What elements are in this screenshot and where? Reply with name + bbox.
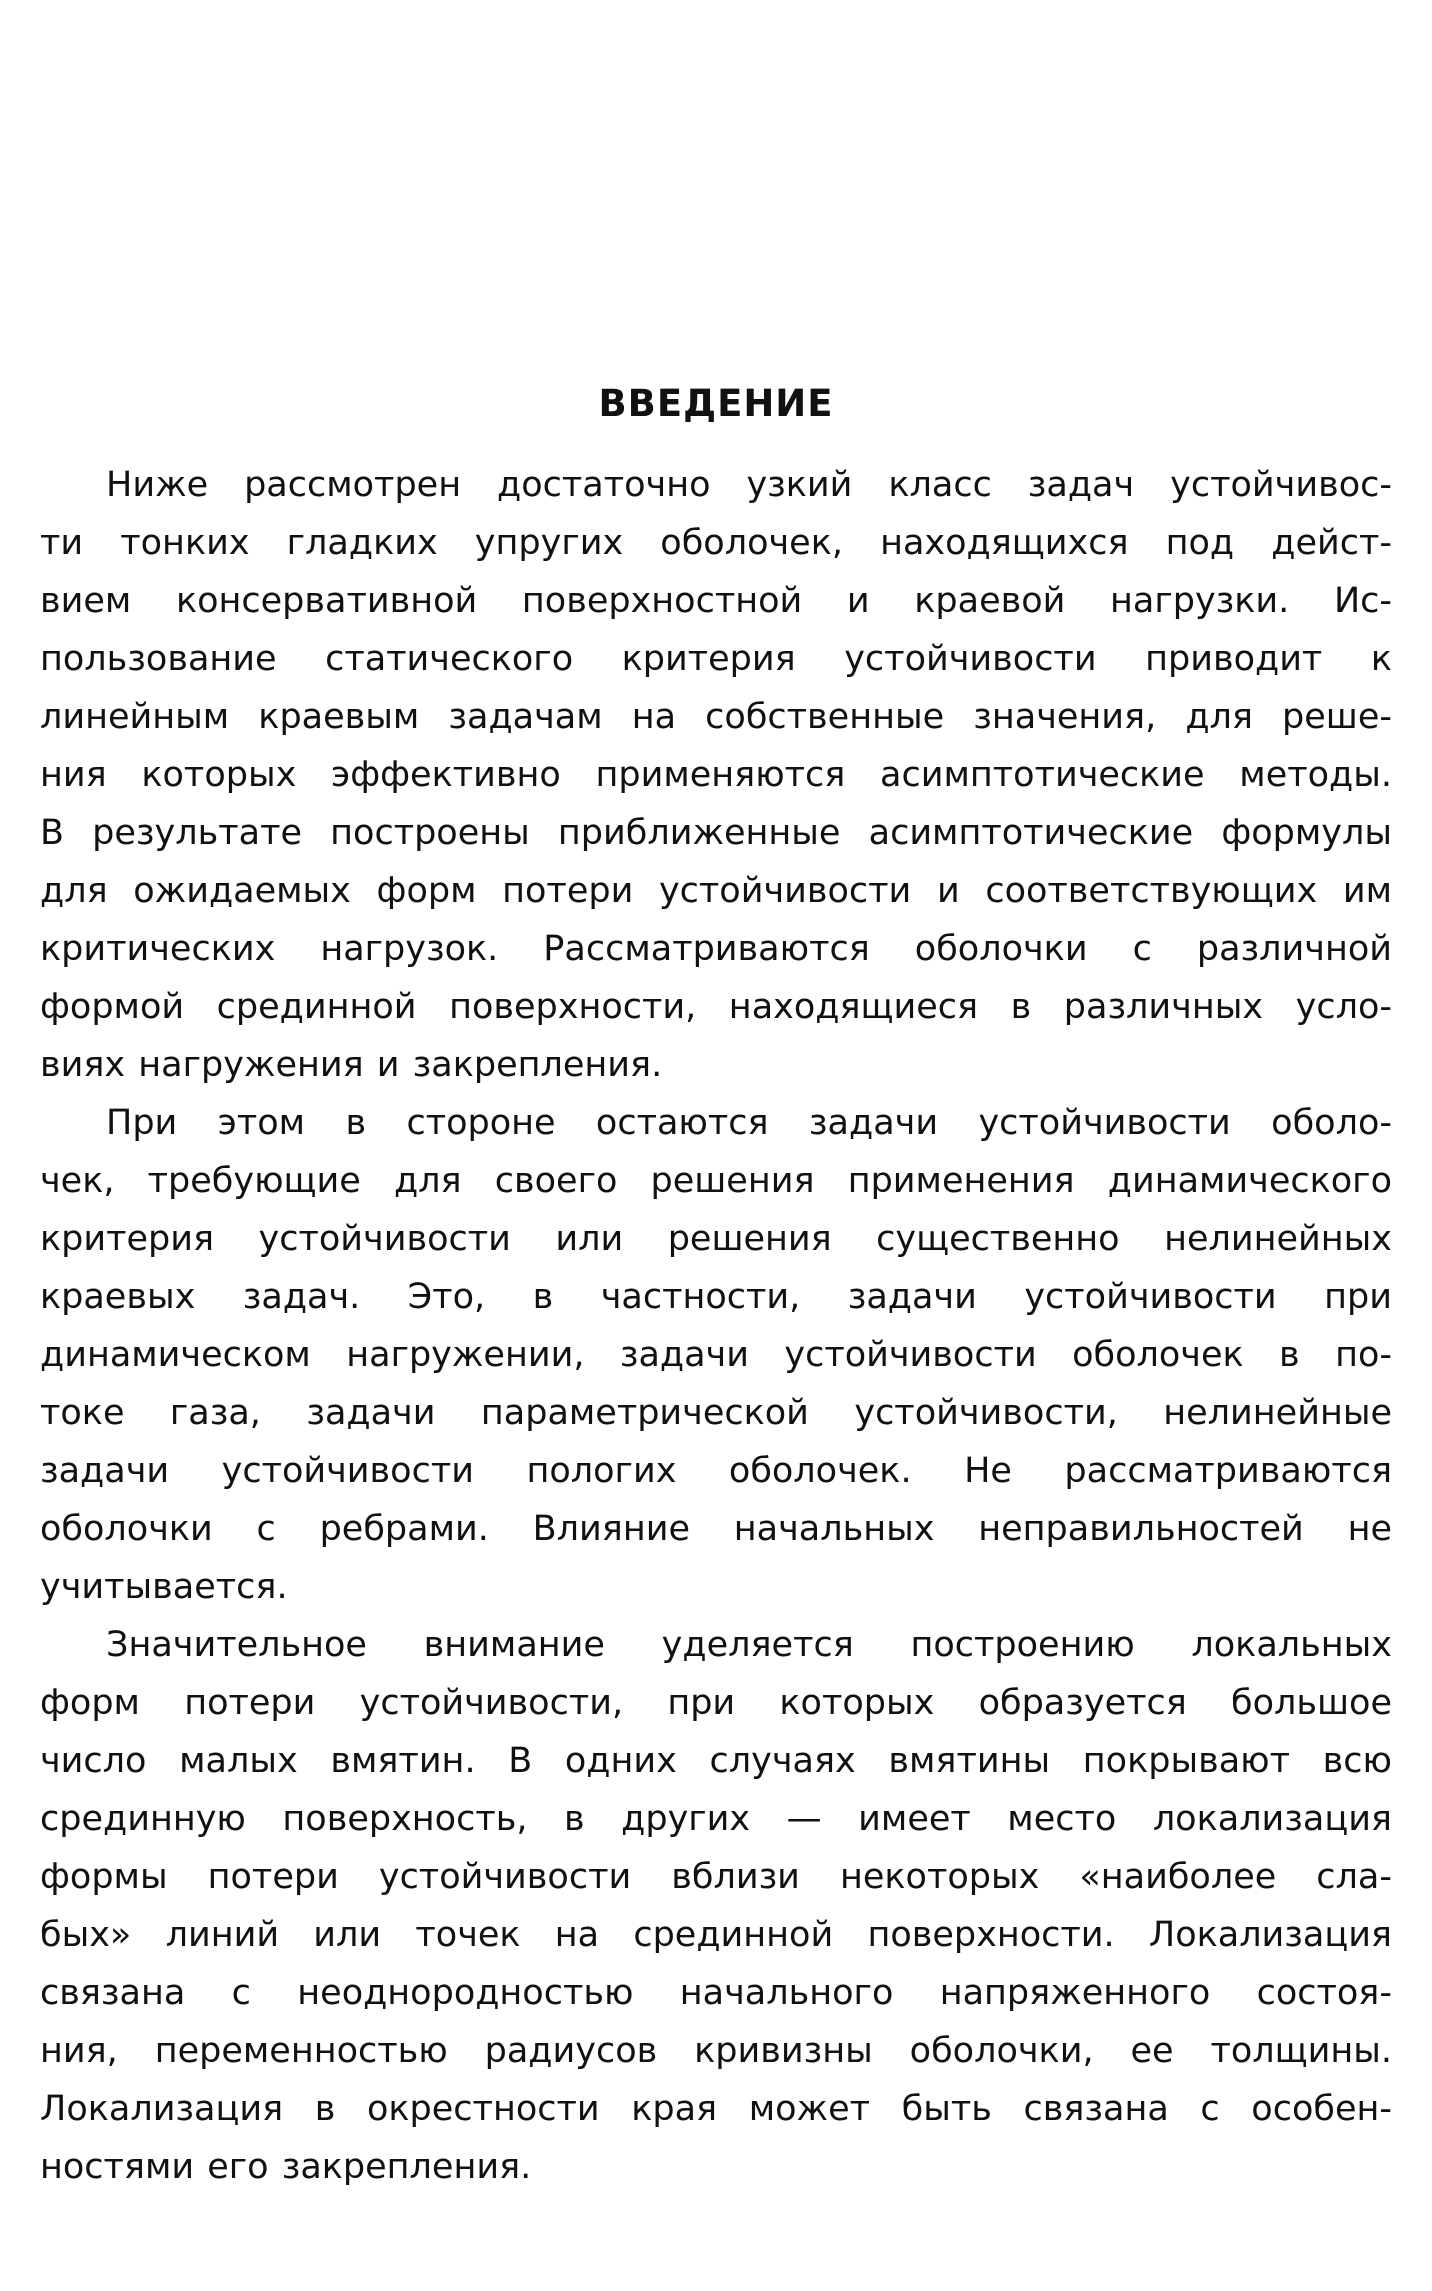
text-line: формой срединной поверхности, находящиеся в различных усло- bbox=[40, 987, 1392, 1027]
text-line: задачи устойчивости пологих оболочек. Не рассматриваются bbox=[40, 1451, 1392, 1491]
text-line: Локализация в окрестности края может быть связана с особен- bbox=[40, 2089, 1392, 2129]
text-line: для ожидаемых форм потери устойчивости и соответствующих им bbox=[40, 871, 1392, 911]
paragraph-1 bbox=[40, 456, 1392, 1094]
text-line: число малых вмятин. В одних случаях вмятины покрывают всю bbox=[40, 1741, 1392, 1781]
text-line: ти тонких гладких упругих оболочек, находящихся под дейст- bbox=[40, 523, 1392, 563]
text-line: критических нагрузок. Рассматриваются оболочки с различной bbox=[40, 929, 1392, 969]
text-line: форм потери устойчивости, при которых образуется большое bbox=[40, 1683, 1392, 1723]
text-line: ния, переменностью радиусов кривизны оболочки, ее толщины. bbox=[40, 2031, 1392, 2071]
text-line: учитывается. bbox=[40, 1567, 288, 1607]
text-line: В результате построены приближенные асимптотические формулы bbox=[40, 813, 1392, 853]
body-text bbox=[40, 456, 1392, 2196]
text-line: краевых задач. Это, в частности, задачи устойчивости при bbox=[40, 1277, 1392, 1317]
text-line: Ниже рассмотрен достаточно узкий класс задач устойчивос- bbox=[106, 465, 1392, 505]
paragraph-3 bbox=[40, 1616, 1392, 2196]
text-line: бых» линий или точек на срединной поверхности. Локализация bbox=[40, 1915, 1392, 1955]
text-line: При этом в стороне остаются задачи устойчивости оболо- bbox=[106, 1103, 1392, 1143]
text-line: чек, требующие для своего решения применения динамического bbox=[40, 1161, 1392, 1201]
text-line: Значительное внимание уделяется построению локальных bbox=[106, 1625, 1392, 1665]
text-line: ния которых эффективно применяются асимптотические методы. bbox=[40, 755, 1392, 795]
text-line: критерия устойчивости или решения существенно нелинейных bbox=[40, 1219, 1392, 1259]
text-line: оболочки с ребрами. Влияние начальных неправильностей не bbox=[40, 1509, 1392, 1549]
text-line: линейным краевым задачам на собственные значения, для реше- bbox=[40, 697, 1392, 737]
text-line: ностями его закрепления. bbox=[40, 2147, 532, 2187]
text-line: вием консервативной поверхностной и краевой нагрузки. Ис- bbox=[40, 581, 1392, 621]
text-line: срединную поверхность, в других — имеет место локализация bbox=[40, 1799, 1392, 1839]
text-line: токе газа, задачи параметрической устойчивости, нелинейные bbox=[40, 1393, 1392, 1433]
text-line: виях нагружения и закрепления. bbox=[40, 1045, 663, 1085]
paragraph-2 bbox=[40, 1094, 1392, 1616]
section-heading: ВВЕДЕНИЕ bbox=[598, 382, 834, 425]
text-line: связана с неоднородностью начального напряженного состоя- bbox=[40, 1973, 1392, 2013]
text-line: формы потери устойчивости вблизи некоторых «наиболее сла- bbox=[40, 1857, 1392, 1897]
text-line: динамическом нагружении, задачи устойчивости оболочек в по- bbox=[40, 1335, 1392, 1375]
text-line: пользование статического критерия устойчивости приводит к bbox=[40, 639, 1392, 679]
